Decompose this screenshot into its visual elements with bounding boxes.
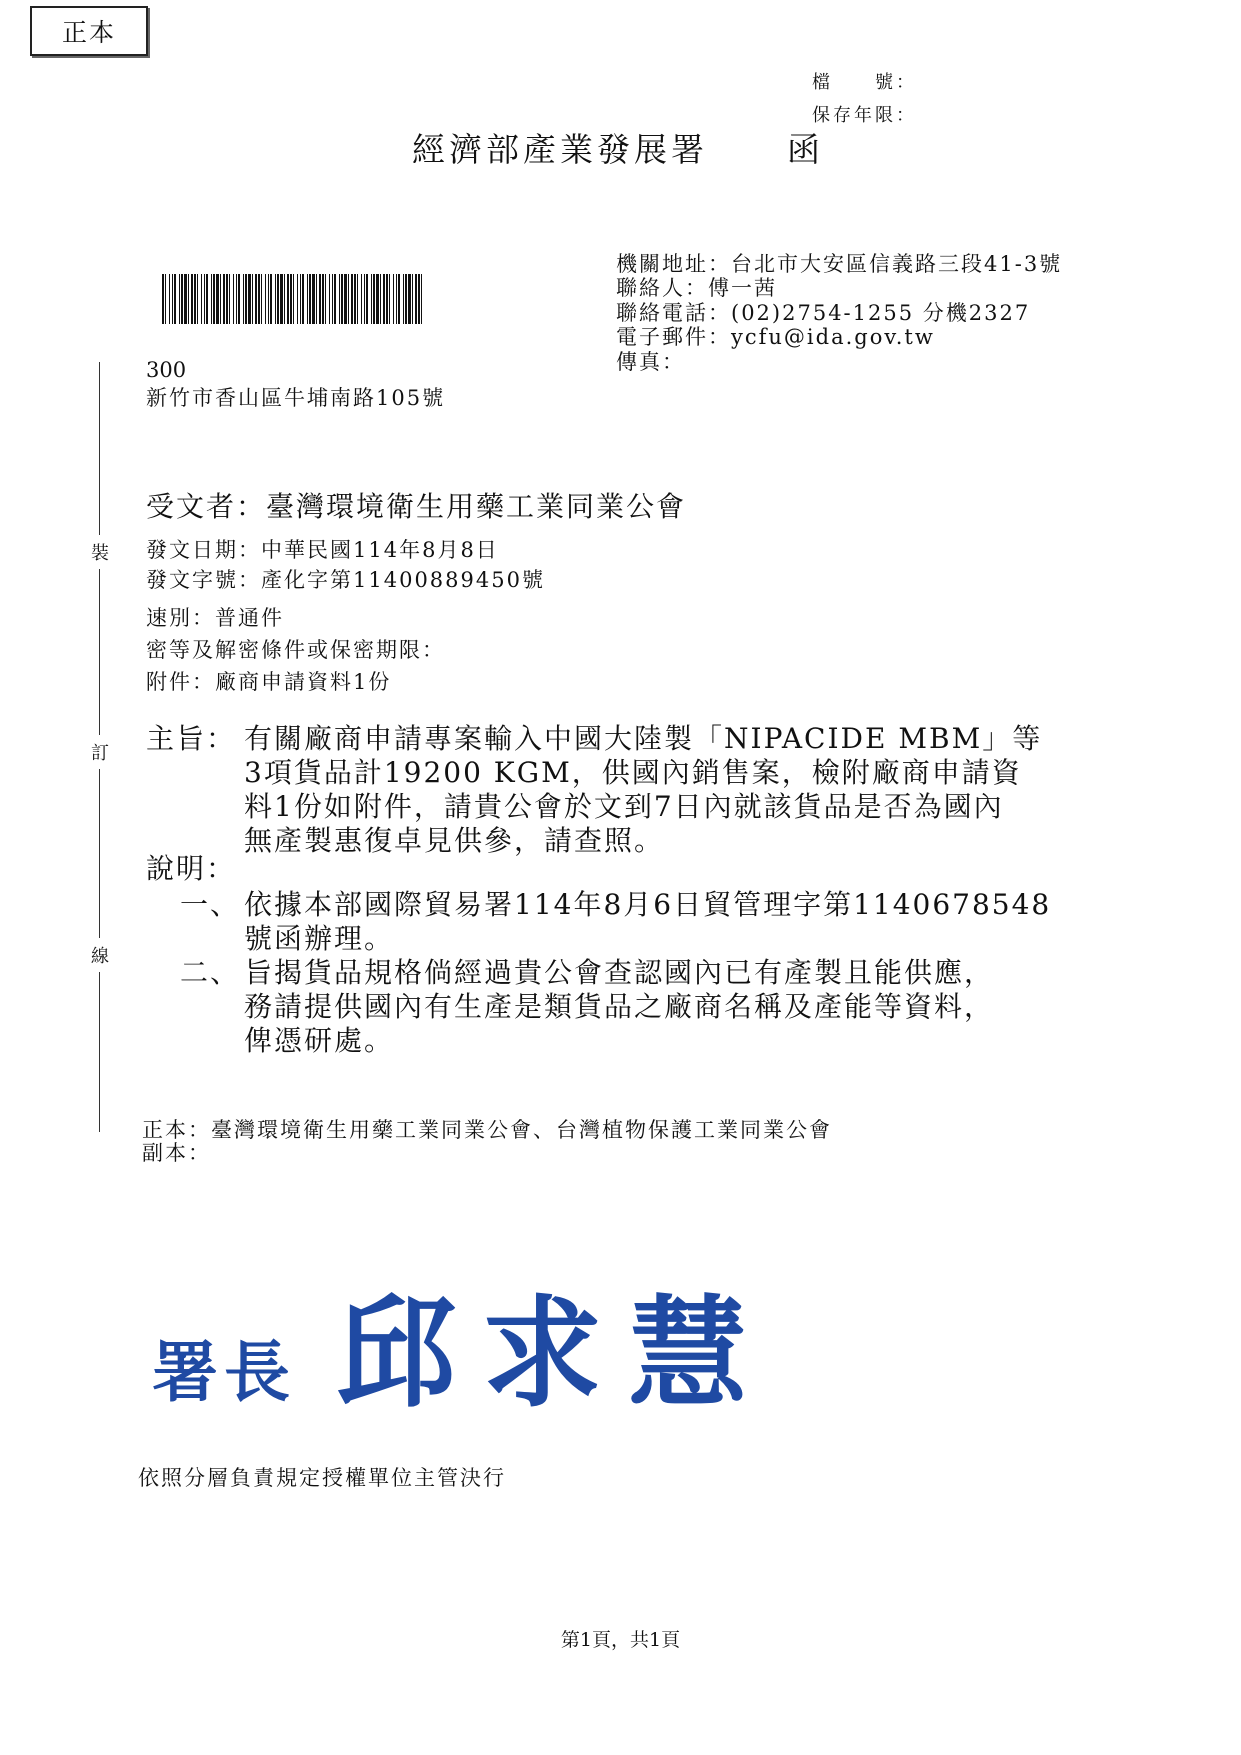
contact-person: 聯絡人：傅一茜 xyxy=(616,276,777,300)
binding-mark-xian: 線 xyxy=(86,938,114,972)
recipient-mailing-address: 新竹市香山區牛埔南路105號 xyxy=(146,386,446,410)
explanation-item-1-line-2: 號函辦理。 xyxy=(244,922,395,955)
binding-mark-ding: 訂 xyxy=(86,735,114,769)
attachment-line: 附件：廠商申請資料1份 xyxy=(146,670,392,694)
subject-line-2: 3項貨品計19200 KGM，供國內銷售案，檢附廠商申請資 xyxy=(244,756,1022,789)
explanation-label: 說明： xyxy=(146,852,237,885)
signature-name: 邱求慧 xyxy=(336,1283,774,1424)
document-type: 函 xyxy=(787,130,820,169)
issue-number: 發文字號：產化字第11400889450號 xyxy=(146,568,545,592)
original-copy-stamp: 正本 xyxy=(30,6,148,56)
file-number-label: 檔 號： xyxy=(812,72,917,93)
subject-line-4: 無產製惠復卓見供參，請查照。 xyxy=(244,824,665,857)
explanation-item-1-line-1: 依據本部國際貿易署114年8月6日貿管理字第1140678548 xyxy=(244,888,1052,921)
recipient-line: 受文者：臺灣環境衛生用藥工業同業公會 xyxy=(146,490,687,523)
subject-body xyxy=(244,722,1042,858)
copy-recipients: 副本： xyxy=(142,1141,211,1165)
explanation-item-2-num: 二、 xyxy=(180,956,241,989)
original-recipients: 正本：臺灣環境衛生用藥工業同業公會、台灣植物保護工業同業公會 xyxy=(142,1118,832,1142)
explanation-item-2-line-2: 務請提供國內有生產是類貨品之廠商名稱及產能等資料， xyxy=(244,990,995,1023)
page-number: 第1頁，共1頁 xyxy=(560,1629,681,1651)
subject-line-1: 有關廠商申請專案輸入中國大陸製「NIPACIDE MBM」等 xyxy=(244,722,1043,755)
contact-phone: 聯絡電話：(02)2754-1255 分機2327 xyxy=(616,301,1031,325)
agency-address: 機關地址：台北市大安區信義路三段41-3號 xyxy=(616,252,1063,276)
secrecy-level: 密等及解密條件或保密期限： xyxy=(146,638,445,662)
authorization-note: 依照分層負責規定授權單位主管決行 xyxy=(138,1466,506,1490)
issue-date: 發文日期：中華民國114年8月8日 xyxy=(146,538,499,562)
retention-period-label: 保存年限： xyxy=(812,105,917,126)
explanation-item-1 xyxy=(244,888,1051,956)
explanation-item-2 xyxy=(244,956,994,1058)
subject-label: 主旨： xyxy=(146,722,237,755)
signature-title: 署長 xyxy=(152,1333,296,1411)
explanation-item-2-line-1: 旨揭貨品規格倘經過貴公會查認國內已有產製且能供應， xyxy=(244,956,995,989)
binding-mark-zhuang: 裝 xyxy=(86,535,114,569)
signature-block xyxy=(152,1258,774,1430)
barcode-icon xyxy=(162,274,424,324)
explanation-item-1-num: 一、 xyxy=(180,888,241,921)
contact-fax: 傳真： xyxy=(616,350,685,374)
explanation-item-2-line-3: 俾憑研處。 xyxy=(244,1024,395,1057)
document-title: 經濟部產業發展署 xyxy=(412,130,708,169)
subject-line-3: 料1份如附件，請貴公會於文到7日內就該貨品是否為國內 xyxy=(244,790,1004,823)
contact-email: 電子郵件：ycfu@ida.gov.tw xyxy=(616,325,935,349)
speed-class: 速別：普通件 xyxy=(146,606,284,630)
postal-code: 300 xyxy=(146,358,187,382)
